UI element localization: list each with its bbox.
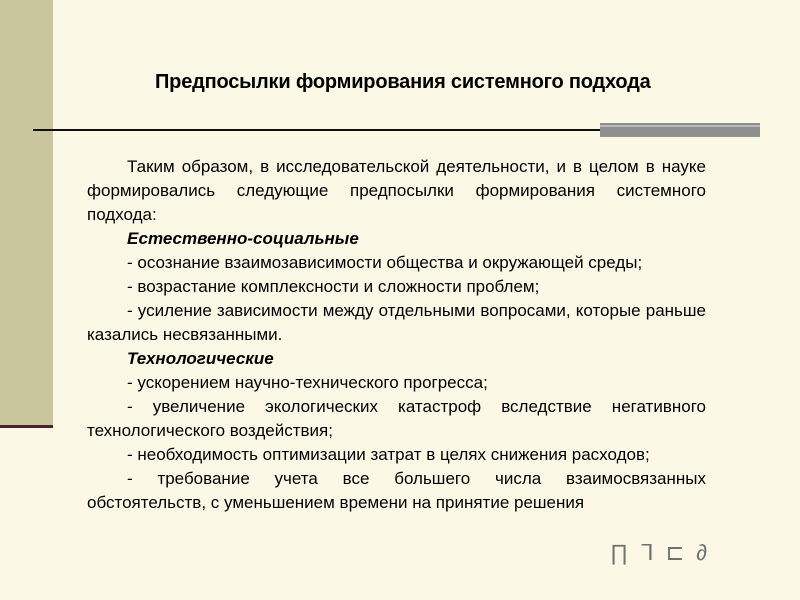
slide-body — [87, 155, 706, 515]
section-heading-technological: Технологические — [127, 349, 274, 368]
side-decor-line — [0, 425, 53, 428]
site-watermark: ∏ ᒣ ⊏ ∂ — [610, 540, 711, 565]
list-item: - необходимость оптимизации затрат в целях снижения расходов; — [127, 445, 650, 464]
side-decor-bar — [0, 0, 53, 425]
intro-paragraph: Таким образом, в исследовательской деятельности, и в целом в науке формировались следующие предпосылки формирования системного подхода: — [87, 157, 706, 224]
title-divider-highlight — [600, 125, 760, 127]
list-item: - увеличение экологических катастроф вследствие негативного технологического воздействия; — [87, 397, 706, 440]
slide-title: Предпосылки формирования системного подхода — [155, 71, 651, 93]
title-divider-line — [33, 129, 600, 131]
list-item: - осознание взаимозависимости общества и окружающей среды; — [127, 253, 643, 272]
list-item: - возрастание комплексности и сложности проблем; — [127, 277, 540, 296]
list-item: - ускорением научно-технического прогресса; — [127, 373, 488, 392]
list-item: - усиление зависимости между отдельными вопросами, которые раньше казались несвязанными. — [87, 301, 706, 344]
list-item: - требование учета все большего числа взаимосвязанных обстоятельств, с уменьшением времени на принятие решения — [87, 469, 706, 512]
section-heading-natural-social: Естественно-социальные — [127, 229, 359, 248]
